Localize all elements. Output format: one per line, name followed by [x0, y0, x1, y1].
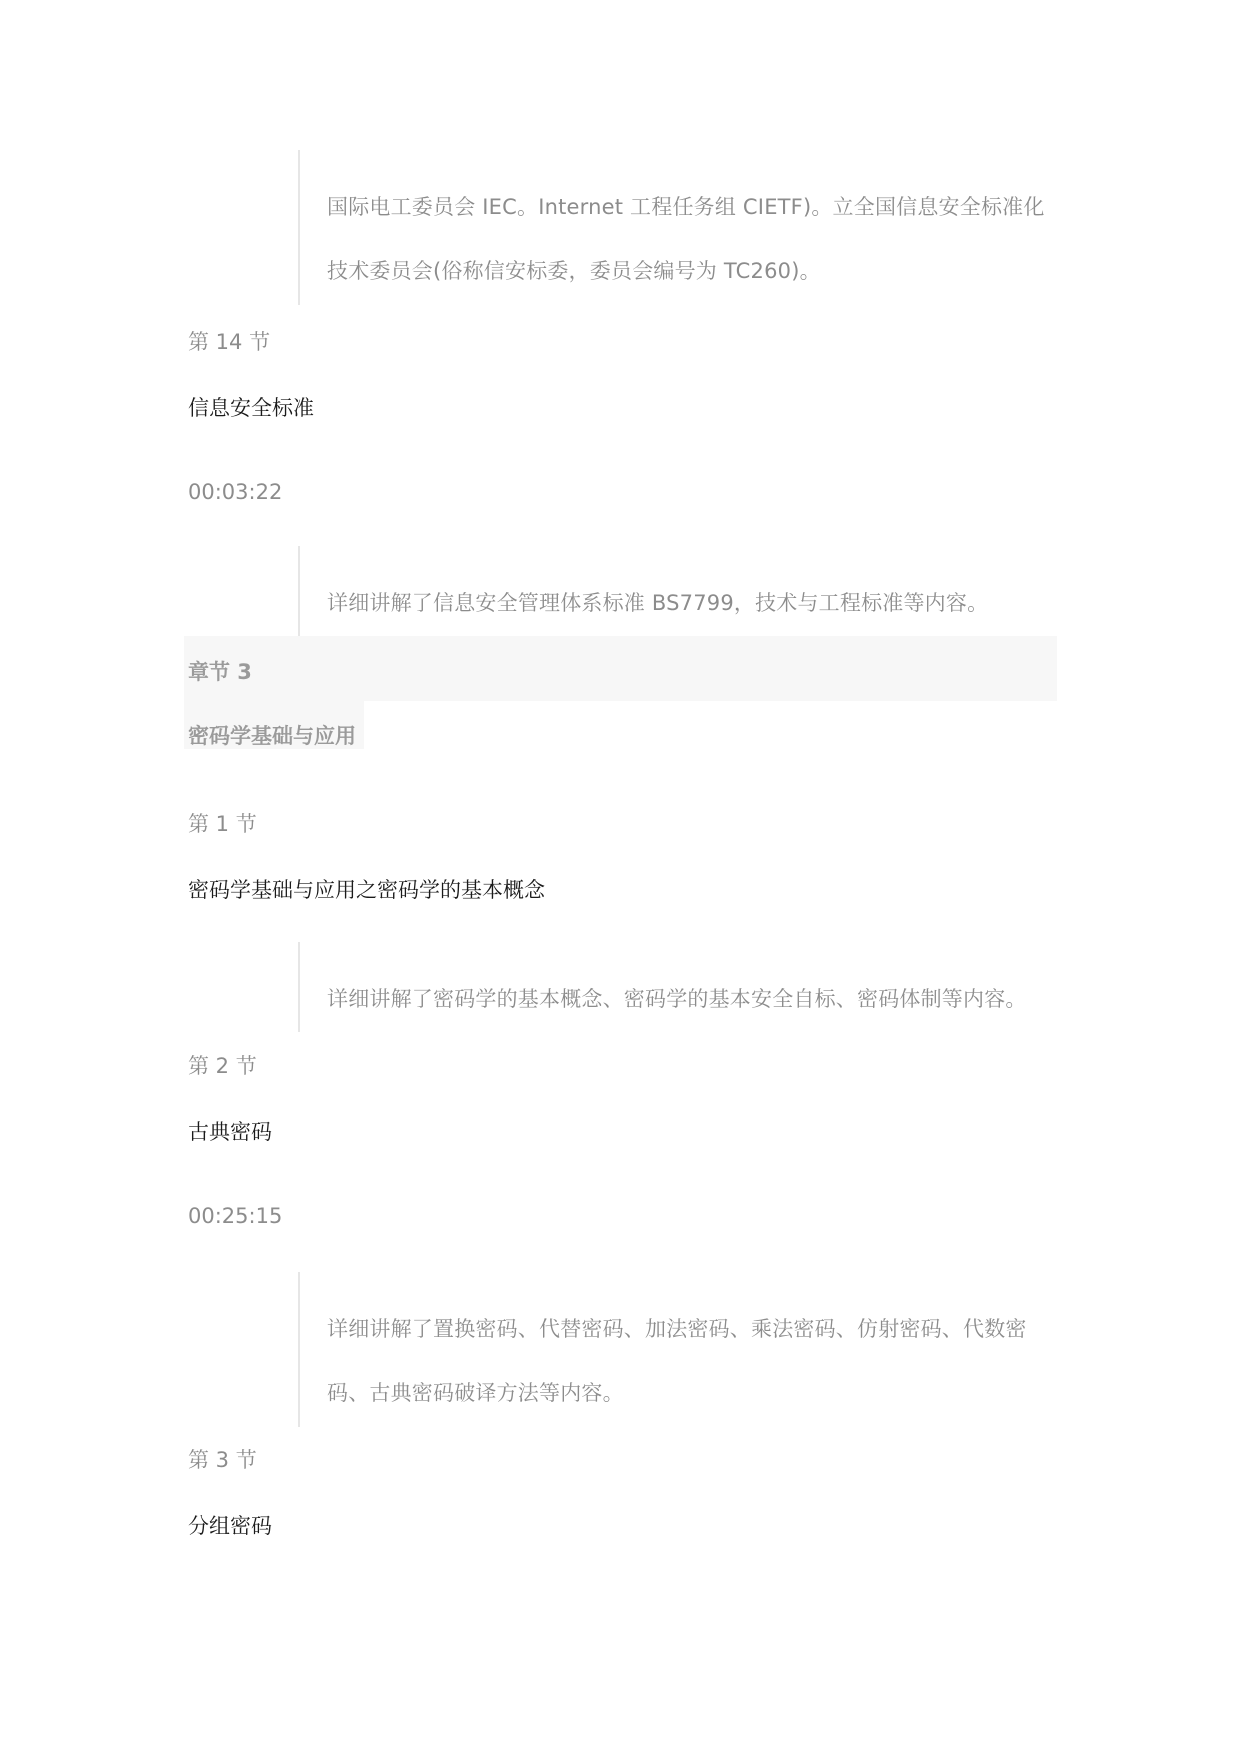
chapter-header-band [184, 636, 1057, 701]
description-line: 技术委员会(俗称信安标委，委员会编号为 TC260)。 [327, 259, 821, 283]
chapter-title: 密码学基础与应用 [188, 724, 356, 748]
description-line: 码、古典密码破译方法等内容。 [327, 1381, 624, 1405]
description-line: 详细讲解了信息安全管理体系标准 BS7799，技术与工程标准等内容。 [327, 591, 989, 615]
section-number: 第 14 节 [188, 330, 271, 354]
section-number: 第 1 节 [188, 812, 257, 836]
section-number: 第 2 节 [188, 1054, 257, 1078]
description-line: 详细讲解了密码学的基本概念、密码学的基本安全自标、密码体制等内容。 [327, 987, 1027, 1011]
lesson-title[interactable]: 信息安全标准 [188, 396, 314, 420]
section-number: 第 3 节 [188, 1448, 257, 1472]
description-quote [298, 942, 1060, 1032]
description-line: 国际电工委员会 IEC。Internet 工程任务组 CIETF)。立全国信息安全标准化 [327, 195, 1045, 219]
description-quote [298, 546, 1060, 636]
description-line: 详细讲解了置换密码、代替密码、加法密码、乘法密码、仿射密码、代数密 [327, 1317, 1027, 1341]
lesson-duration: 00:03:22 [188, 480, 283, 504]
description-quote [298, 1272, 1060, 1427]
chapter-label: 章节 3 [188, 660, 252, 684]
lesson-duration: 00:25:15 [188, 1204, 283, 1228]
lesson-title[interactable]: 古典密码 [188, 1120, 272, 1144]
description-quote [298, 150, 1060, 305]
lesson-title[interactable]: 分组密码 [188, 1514, 272, 1538]
lesson-title[interactable]: 密码学基础与应用之密码学的基本概念 [188, 878, 545, 902]
